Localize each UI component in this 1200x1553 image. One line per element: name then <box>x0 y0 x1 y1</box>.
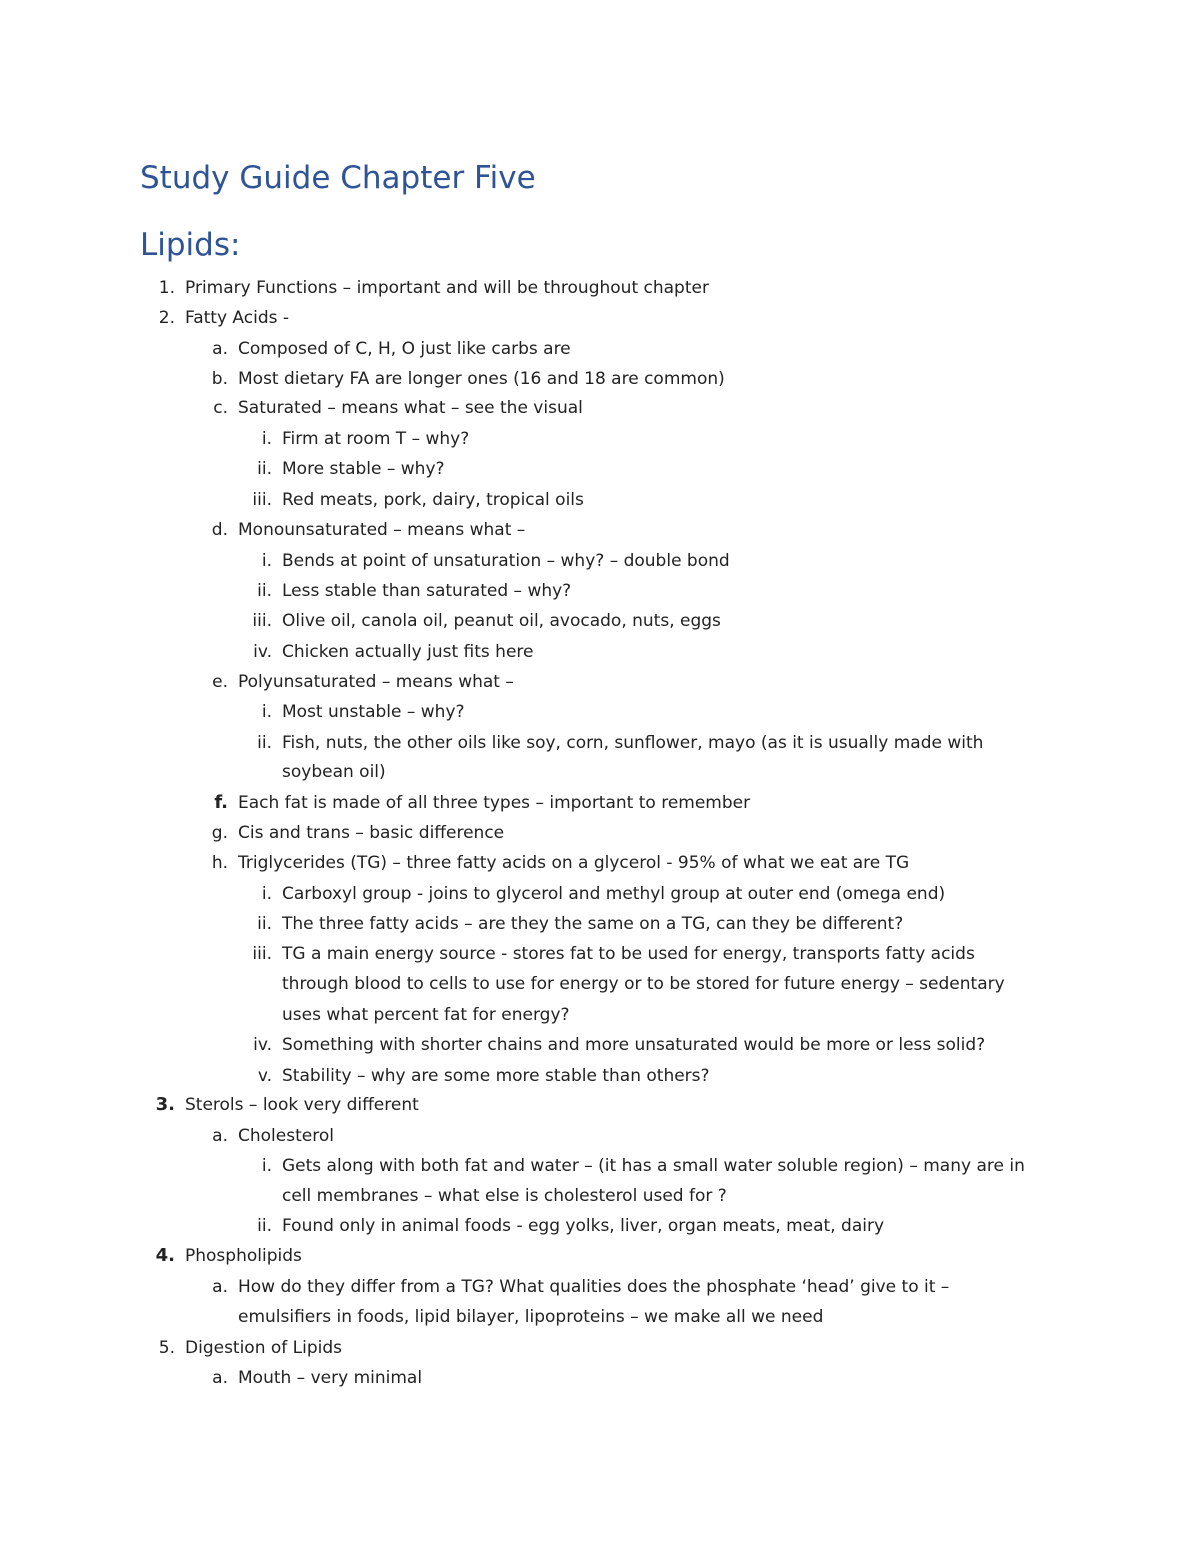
list-item <box>257 728 984 758</box>
list-item-text: Red meats, pork, dairy, tropical oils <box>282 490 584 510</box>
list-item-text: Phospholipids <box>185 1246 302 1266</box>
list-marker: a. <box>212 339 228 359</box>
list-marker: b. <box>211 369 228 389</box>
list-item <box>158 1333 343 1363</box>
list-item <box>211 818 505 848</box>
list-item-text: soybean oil) <box>282 762 386 782</box>
list-item <box>253 1030 986 1060</box>
list-item <box>238 1302 823 1332</box>
list-item-text: Mouth – very minimal <box>238 1368 423 1388</box>
list-item <box>282 1181 727 1211</box>
list-item <box>211 848 910 878</box>
list-marker: v. <box>257 1066 272 1086</box>
list-marker: i. <box>261 884 272 904</box>
list-item <box>158 273 709 303</box>
list-item <box>257 454 445 484</box>
list-item-text: Most unstable – why? <box>282 702 465 722</box>
page-title: Study Guide Chapter Five <box>140 160 536 196</box>
list-item <box>282 969 1005 999</box>
list-marker: c. <box>213 398 228 418</box>
list-marker: h. <box>211 853 228 873</box>
list-item-text: through blood to cells to use for energy or to be stored for future energy – sedentary <box>282 974 1005 994</box>
list-marker: a. <box>212 1368 228 1388</box>
list-marker: iii. <box>252 944 272 964</box>
list-item <box>261 424 470 454</box>
list-item <box>211 515 526 545</box>
list-marker: e. <box>212 672 228 692</box>
list-item-text: Composed of C, H, O just like carbs are <box>238 339 571 359</box>
list-item <box>212 1272 950 1302</box>
list-item-text: Cholesterol <box>238 1126 334 1146</box>
list-item-text: Firm at room T – why? <box>282 429 470 449</box>
list-item <box>261 697 465 727</box>
list-item-text: Found only in animal foods - egg yolks, liver, organ meats, meat, dairy <box>282 1216 885 1236</box>
list-item <box>282 1000 570 1030</box>
list-item-text: cell membranes – what else is cholesterol used for ? <box>282 1186 727 1206</box>
list-marker: iii. <box>252 611 272 631</box>
list-item <box>257 576 572 606</box>
list-item <box>212 1363 423 1393</box>
list-item <box>212 334 571 364</box>
list-item <box>253 637 534 667</box>
list-marker: iii. <box>252 490 272 510</box>
list-marker: i. <box>261 429 272 449</box>
list-item-text: emulsifiers in foods, lipid bilayer, lipoproteins – we make all we need <box>238 1307 824 1327</box>
list-item-text: More stable – why? <box>282 459 445 479</box>
list-marker: ii. <box>257 733 272 753</box>
list-marker: ii. <box>257 581 272 601</box>
list-marker: 4. <box>155 1245 175 1266</box>
list-item <box>252 939 975 969</box>
list-item-text: Gets along with both fat and water – (it has a small water soluble region) – many are in <box>282 1156 1025 1176</box>
list-item-text: Stability – why are some more stable than others? <box>282 1066 710 1086</box>
list-item-text: Primary Functions – important and will be throughout chapter <box>185 278 709 298</box>
list-item <box>282 757 386 787</box>
list-item <box>261 1151 1025 1181</box>
list-marker: i. <box>261 551 272 571</box>
list-item-text: Saturated – means what – see the visual <box>238 398 583 418</box>
list-marker: iv. <box>253 1035 272 1055</box>
list-item <box>212 1121 334 1151</box>
list-item-text: Carboxyl group - joins to glycerol and methyl group at outer end (omega end) <box>282 884 946 904</box>
list-item <box>211 364 725 394</box>
list-marker: a. <box>212 1277 228 1297</box>
section-heading: Lipids: <box>140 227 241 263</box>
list-marker: g. <box>211 823 228 843</box>
list-marker: ii. <box>257 1216 272 1236</box>
list-item-text: Bends at point of unsaturation – why? – double bond <box>282 551 730 571</box>
list-item <box>252 606 721 636</box>
list-item-text: uses what percent fat for energy? <box>282 1005 570 1025</box>
list-marker: iv. <box>253 642 272 662</box>
list-item <box>257 1211 885 1241</box>
list-item <box>257 1061 710 1091</box>
list-item <box>155 1090 419 1120</box>
list-item <box>212 667 514 697</box>
list-item-text: Less stable than saturated – why? <box>282 581 572 601</box>
list-item-text: The three fatty acids – are they the same on a TG, can they be different? <box>282 914 904 934</box>
list-marker: ii. <box>257 459 272 479</box>
list-item <box>158 303 290 333</box>
list-item <box>155 1241 302 1271</box>
list-item-text: Fish, nuts, the other oils like soy, corn, sunflower, mayo (as it is usually made with <box>282 733 984 753</box>
list-item-text: Monounsaturated – means what – <box>238 520 526 540</box>
list-item <box>261 879 946 909</box>
list-marker: 2. <box>158 308 175 328</box>
list-item <box>213 393 583 423</box>
list-item-text: Most dietary FA are longer ones (16 and 18 are common) <box>238 369 725 389</box>
list-marker: d. <box>211 520 228 540</box>
list-item-text: Triglycerides (TG) – three fatty acids on a glycerol - 95% of what we eat are TG <box>238 853 910 873</box>
list-marker: i. <box>261 1156 272 1176</box>
list-item <box>261 546 730 576</box>
list-marker: a. <box>212 1126 228 1146</box>
list-marker: ii. <box>257 914 272 934</box>
list-item-text: Polyunsaturated – means what – <box>238 672 514 692</box>
list-item-text: Fatty Acids - <box>185 308 290 328</box>
list-item <box>252 485 584 515</box>
list-item-text: Olive oil, canola oil, peanut oil, avocado, nuts, eggs <box>282 611 721 631</box>
list-marker: 3. <box>155 1094 175 1115</box>
list-item <box>257 909 904 939</box>
list-marker: 1. <box>158 278 175 298</box>
list-item-text: Something with shorter chains and more unsaturated would be more or less solid? <box>282 1035 986 1055</box>
list-item-text: Chicken actually just fits here <box>282 642 534 662</box>
list-item-text: TG a main energy source - stores fat to be used for energy, transports fatty acids <box>282 944 975 964</box>
list-item-text: Cis and trans – basic difference <box>238 823 505 843</box>
list-item-text: How do they differ from a TG? What qualities does the phosphate ‘head’ give to it – <box>238 1277 950 1297</box>
list-item-text: Sterols – look very different <box>185 1095 419 1115</box>
list-marker: 5. <box>158 1338 175 1358</box>
list-marker: f. <box>214 792 228 813</box>
list-item <box>214 788 751 818</box>
list-marker: i. <box>261 702 272 722</box>
list-item-text: Digestion of Lipids <box>185 1338 343 1358</box>
list-item-text: Each fat is made of all three types – important to remember <box>238 793 751 813</box>
